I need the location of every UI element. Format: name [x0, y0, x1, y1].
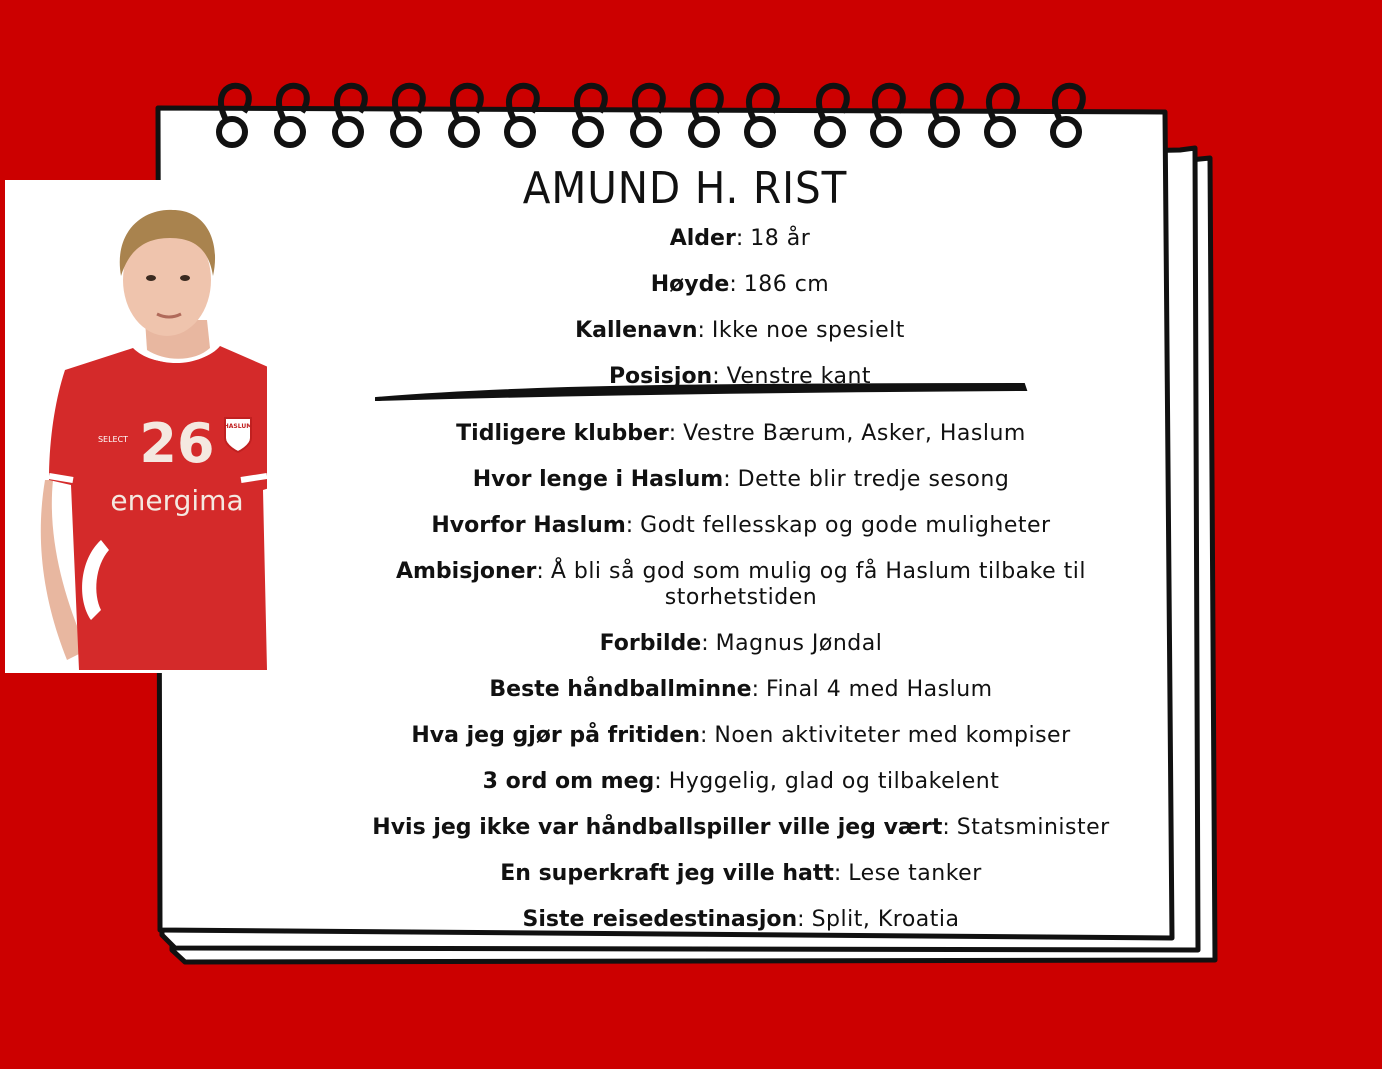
fact-label: Forbilde: [599, 631, 702, 656]
fact-value: Hyggelig, glad og tilbakelent: [668, 769, 1000, 794]
fact-label: Posisjon: [608, 364, 713, 389]
jersey-number: 26: [139, 412, 215, 475]
crest-text: HASLUM: [223, 423, 253, 430]
fact-row: Alder: 18 år: [669, 226, 811, 251]
fact-value: Godt fellesskap og gode muligheter: [640, 513, 1051, 538]
player-name: AMUND H. RIST: [522, 163, 848, 214]
fact-label: Siste reisedestinasjon: [522, 907, 798, 932]
fact-label: 3 ord om meg: [482, 769, 655, 794]
fact-row: Hva jeg gjør på fritiden: Noen aktiviteter med kompiser: [411, 723, 1071, 748]
fact-row: Kallenavn: Ikke noe spesielt: [575, 318, 905, 343]
fact-row: Forbilde: Magnus Jøndal: [599, 631, 883, 656]
fact-row: Hvis jeg ikke var håndballspiller ville jeg vært: Statsminister: [372, 815, 1110, 840]
jersey-sponsor: energima: [110, 484, 244, 517]
fact-label: Høyde: [650, 272, 730, 297]
fact-row: Høyde: 186 cm: [650, 272, 830, 297]
fact-value: Statsminister: [956, 815, 1110, 840]
fact-value: 186 cm: [743, 272, 830, 297]
fact-label: Tidligere klubber: [456, 421, 669, 446]
fact-value: Venstre kant: [726, 364, 872, 389]
fact-value: 18 år: [750, 226, 811, 251]
fact-row: Tidligere klubber: Vestre Bærum, Asker, Haslum: [456, 421, 1026, 446]
fact-value-continued: storhetstiden: [664, 585, 818, 610]
fact-label: Hvis jeg ikke var håndballspiller ville jeg vært: [372, 815, 943, 840]
fact-label: Hvorfor Haslum: [431, 513, 626, 538]
fact-row: Ambisjoner: Å bli så god som mulig og få Haslum tilbake til storhetstiden: [395, 559, 1086, 610]
fact-row: 3 ord om meg: Hyggelig, glad og tilbakelent: [482, 769, 1000, 794]
fact-row: En superkraft jeg ville hatt: Lese tanker: [500, 861, 982, 886]
fact-value: Dette blir tredje sesong: [737, 467, 1010, 492]
fact-label: En superkraft jeg ville hatt: [500, 861, 834, 886]
fact-label: Beste håndballminne: [489, 677, 752, 702]
fact-label: Kallenavn: [575, 318, 698, 343]
fact-value: Split, Kroatia: [811, 907, 960, 932]
fact-row: Beste håndballminne: Final 4 med Haslum: [489, 677, 993, 702]
fact-row: Hvor lenge i Haslum: Dette blir tredje sesong: [472, 467, 1010, 492]
fact-label: Alder: [669, 226, 736, 251]
fact-value: Vestre Bærum, Asker, Haslum: [683, 421, 1026, 446]
fact-row: Hvorfor Haslum: Godt fellesskap og gode muligheter: [431, 513, 1051, 538]
fact-value: Noen aktiviteter med kompiser: [714, 723, 1071, 748]
fact-value: Ikke noe spesielt: [711, 318, 905, 343]
fact-value: Magnus Jøndal: [715, 631, 883, 656]
fact-row: Siste reisedestinasjon: Split, Kroatia: [522, 907, 960, 932]
fact-label: Hvor lenge i Haslum: [472, 467, 724, 492]
fact-value: Lese tanker: [848, 861, 982, 886]
jersey-brand: SELECT: [97, 435, 129, 444]
fact-label: Hva jeg gjør på fritiden: [411, 723, 700, 748]
fact-label: Ambisjoner: [395, 559, 537, 584]
fact-value: Å bli så god som mulig og få Haslum tilbake til: [550, 559, 1086, 584]
fact-value: Final 4 med Haslum: [766, 677, 993, 702]
fact-row: Posisjon: Venstre kant: [608, 364, 872, 389]
